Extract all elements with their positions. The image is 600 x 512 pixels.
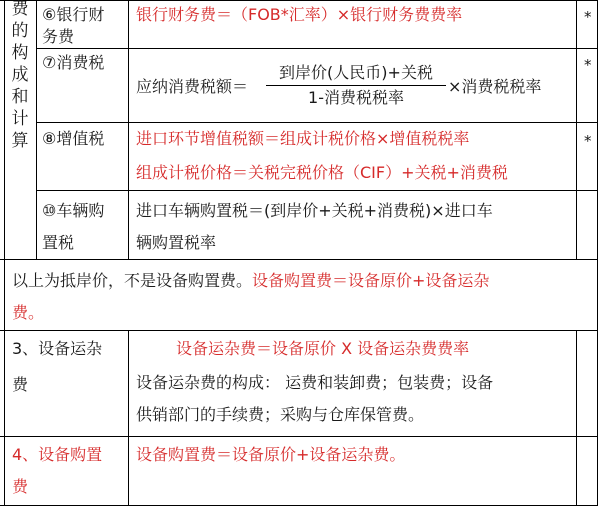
vehicle-tax-label-cont: 置税 bbox=[42, 233, 75, 252]
col-divider bbox=[576, 0, 577, 259]
vat-formula-line1: 进口环节增值税额＝组成计税价格×增值税税率 bbox=[136, 129, 470, 148]
consumption-tax-star: * bbox=[584, 56, 592, 74]
bank-fee-star: * bbox=[584, 8, 592, 26]
note-red-text: 设备购置费＝设备原价+设备运杂 bbox=[252, 271, 490, 290]
consumption-tax-suffix: ×消费税税率 bbox=[448, 77, 542, 96]
col-divider bbox=[4, 0, 5, 259]
transport-label: 3、设备运杂 bbox=[12, 339, 103, 358]
fraction-numerator: 到岸价(人民币)+关税 bbox=[279, 63, 433, 82]
vehicle-tax-formula-line1: 进口车辆购置税＝(到岸价+关税+消费税)×进口车 bbox=[136, 201, 493, 220]
consumption-tax-fraction bbox=[266, 62, 446, 109]
bank-fee-label-cont: 务费 bbox=[42, 27, 75, 46]
transport-desc-line1: 设备运杂费的构成： 运费和装卸费；包装费；设备 bbox=[136, 373, 494, 392]
row-divider bbox=[0, 436, 598, 437]
row-divider bbox=[36, 48, 598, 49]
row-divider bbox=[0, 505, 598, 506]
vehicle-tax-label: ⑩车辆购 bbox=[42, 201, 105, 220]
row-divider bbox=[36, 122, 598, 123]
col-divider bbox=[128, 0, 129, 259]
note-red-text-cont: 费。 bbox=[12, 303, 45, 322]
transport-label-cont: 费 bbox=[12, 375, 29, 394]
vertical-char: 算 bbox=[11, 131, 29, 151]
left-vertical-heading bbox=[10, 0, 30, 152]
fraction-denominator: 1-消费税税率 bbox=[308, 88, 404, 107]
note-black-text: 以上为抵岸价，不是设备购置费。 bbox=[12, 271, 253, 290]
note-text-line1 bbox=[12, 270, 489, 292]
col-divider bbox=[36, 0, 37, 259]
consumption-tax-prefix: 应纳消费税额＝ bbox=[136, 77, 249, 96]
transport-formula: 设备运杂费＝设备原价 X 设备运杂费费率 bbox=[176, 339, 470, 358]
row-divider bbox=[36, 190, 598, 191]
transport-desc-line2: 供销部门的手续费；采购与仓库保管费。 bbox=[136, 405, 425, 424]
fraction-bar bbox=[266, 85, 446, 86]
vertical-char: 的 bbox=[11, 21, 29, 41]
vehicle-tax-formula-line2: 辆购置税率 bbox=[136, 233, 217, 252]
vat-label: ⑧增值税 bbox=[42, 129, 105, 148]
col-divider bbox=[597, 0, 598, 505]
vertical-char: 费 bbox=[11, 0, 29, 19]
bank-fee-formula: 银行财务费＝（FOB*汇率）×银行财务费费率 bbox=[136, 5, 463, 24]
row-divider bbox=[0, 259, 598, 260]
consumption-tax-label: ⑦消费税 bbox=[42, 53, 105, 72]
col-divider bbox=[576, 330, 577, 505]
bank-fee-label: ⑥银行财 bbox=[42, 5, 105, 24]
purchase-label-cont: 费 bbox=[12, 477, 29, 496]
vertical-char: 计 bbox=[11, 109, 29, 129]
vat-formula-line2: 组成计税价格＝关税完税价格（CIF）+关税+消费税 bbox=[136, 163, 508, 182]
row-divider bbox=[0, 330, 598, 331]
vertical-char: 和 bbox=[11, 87, 29, 107]
row-divider bbox=[0, 0, 598, 1]
purchase-label: 4、设备购置 bbox=[12, 445, 103, 464]
vertical-char: 构 bbox=[11, 43, 29, 63]
vat-star: * bbox=[584, 132, 592, 150]
col-divider bbox=[128, 330, 129, 505]
vertical-char: 成 bbox=[11, 65, 29, 85]
col-divider bbox=[4, 259, 5, 505]
purchase-formula: 设备购置费＝设备原价+设备运杂费。 bbox=[136, 445, 406, 464]
